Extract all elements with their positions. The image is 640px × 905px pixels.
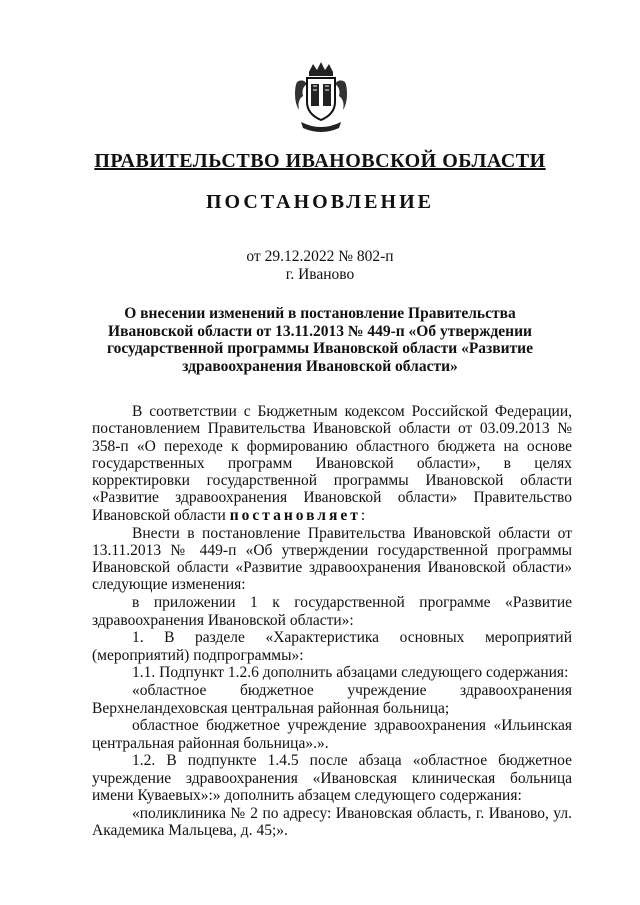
paragraph-text: В соответствии с Бюджетным кодексом Российской Федерации, постановлением Правительства Ивановской области от 03.09.2013 № 358-п «О переходе к формированию областного бюджета на основе государственных программ Ивановской области», в целях корректировки государственной программы Ивановской области «Развитие здравоохранения Ивановской области» Правительство Ивановской области [92,403,572,524]
paragraph-text: : [360,506,366,524]
document-meta [60,248,580,284]
subject-line: Ивановской области от 13.11.2013 № 449-п «Об утверждении [108,322,532,340]
paragraph: в приложении 1 к государственной программе «Развитие здравоохранения Ивановской области»: [92,594,572,629]
decree-word: постановляет [229,506,361,524]
paragraph: 1.2. В подпункте 1.4.5 после абзаца «областное бюджетное учреждение здравоохранения «Ивановская клиническая больница имени Куваевых»:» дополнить абзацем следующего содержания: [92,752,572,805]
paragraph: 1.1. Подпункт 1.2.6 дополнить абзацами следующего содержания: [132,664,569,682]
subject-line: здравоохранения Ивановской области» [182,357,458,375]
document-subject [95,305,545,375]
document-type: ПОСТАНОВЛЕНИЕ [206,191,434,213]
paragraph [92,403,572,524]
paragraph: областное бюджетное учреждение здравоохранения «Ильинская центральная районная больница».». [92,717,572,752]
date-number: от 29.12.2022 № 802-п [246,248,394,265]
coat-of-arms-icon [293,62,349,134]
subject-line: О внесении изменений в постановление Правительства [124,305,516,322]
paragraph: «поликлиника № 2 по адресу: Ивановская область, г. Иваново, ул. Академика Мальцева, д. 45;». [92,804,572,840]
document-body [92,403,572,840]
paragraph: Внести в постановление Правительства Ивановской области от 13.11.2013 № 449-п «Об утверждении государственной программы Ивановской области «Развитие здравоохранения Ивановской области» следующие изменения: [92,524,572,594]
city: г. Иваново [285,266,355,283]
subject-line: государственной программы Ивановской области «Развитие [106,340,533,357]
paragraph: 1. В разделе «Характеристика основных мероприятий (мероприятий) подпрограммы»: [92,629,572,664]
government-name: ПРАВИТЕЛЬСТВО ИВАНОВСКОЙ ОБЛАСТИ [94,150,546,172]
paragraph: «областное бюджетное учреждение здравоохранения Верхнеландеховская центральная районная больница; [92,682,572,717]
